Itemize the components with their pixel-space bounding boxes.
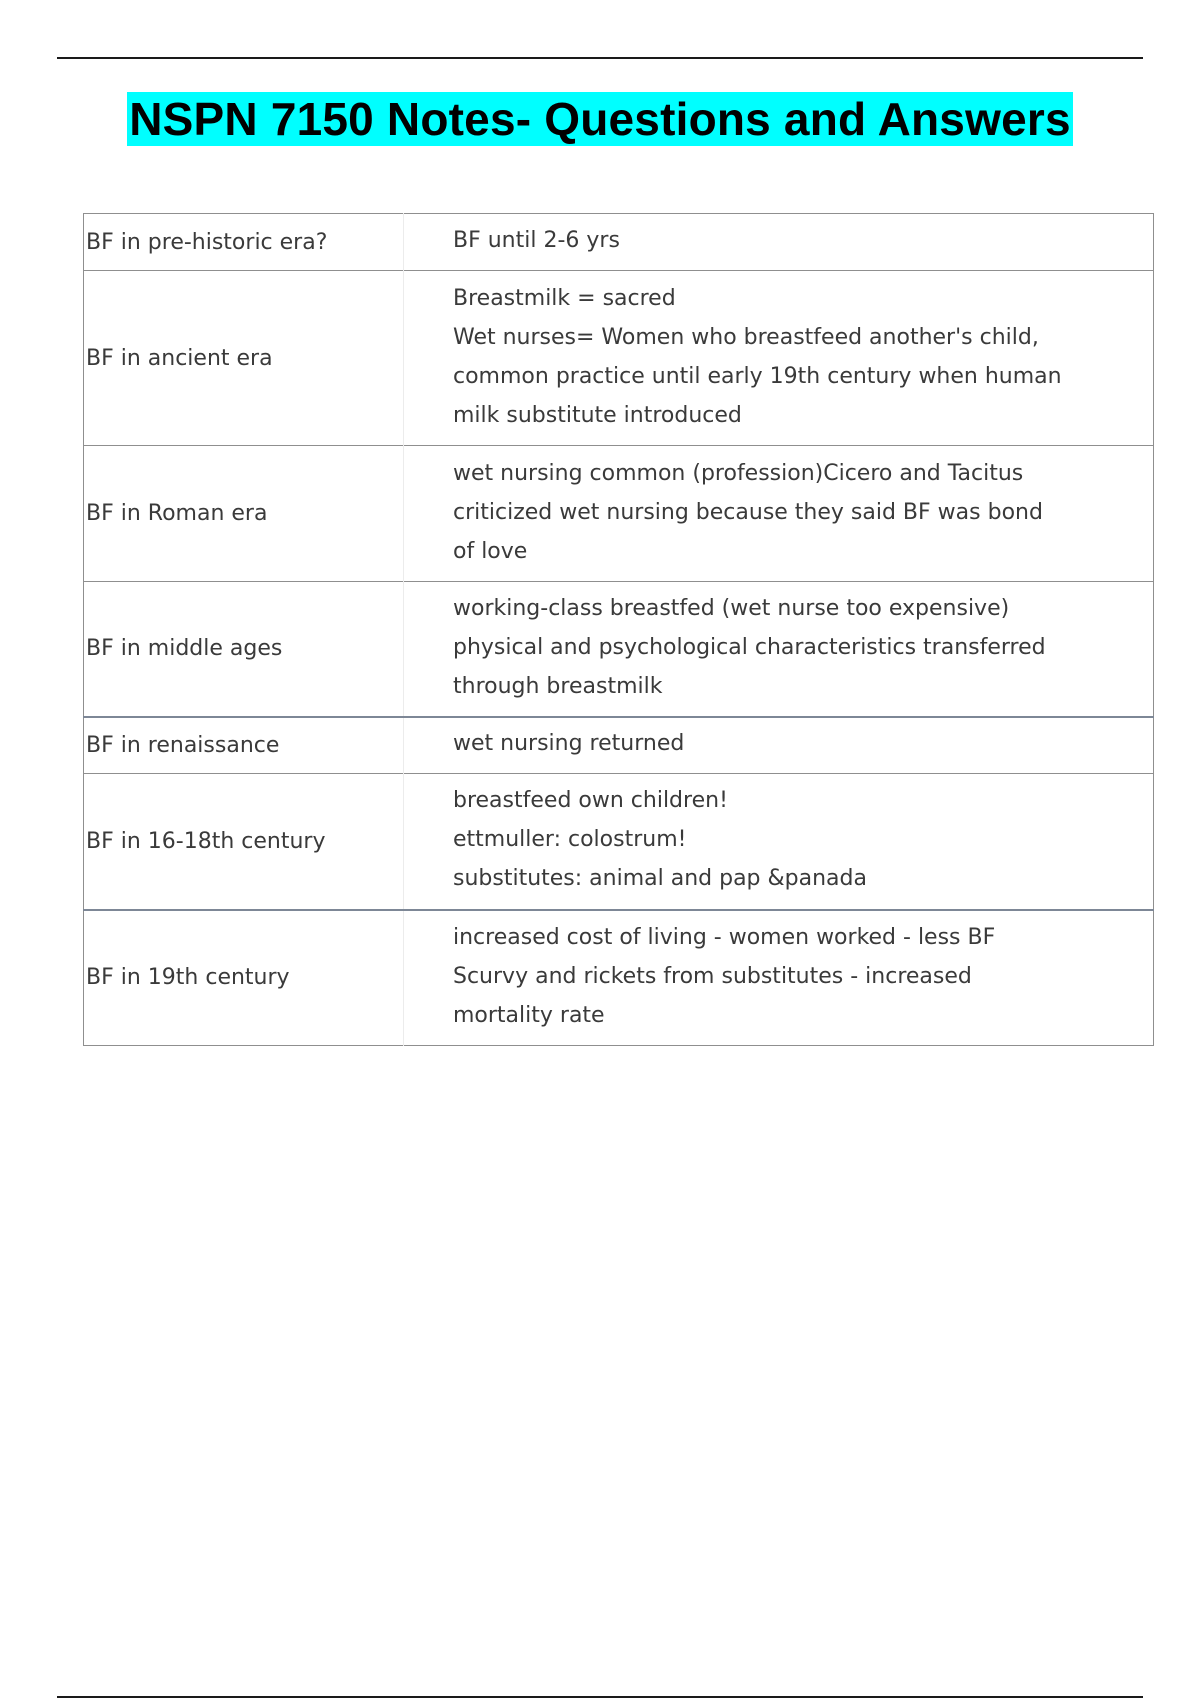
table-row bbox=[84, 910, 1154, 1046]
answer-cell bbox=[404, 717, 1154, 774]
question-cell bbox=[84, 582, 404, 717]
document-title: NSPN 7150 Notes- Questions and Answers bbox=[129, 93, 1071, 145]
top-rule bbox=[57, 57, 1143, 59]
table-row bbox=[84, 271, 1154, 446]
answer-cell bbox=[404, 582, 1154, 717]
question-text: BF in middle ages bbox=[86, 636, 283, 662]
question-text: BF in ancient era bbox=[86, 345, 273, 371]
table-row bbox=[84, 582, 1154, 717]
question-cell bbox=[84, 446, 404, 582]
bottom-rule bbox=[57, 1696, 1143, 1698]
table-row bbox=[84, 717, 1154, 774]
answer-cell bbox=[404, 774, 1154, 910]
answer-cell bbox=[404, 214, 1154, 271]
answer-line: milk substitute introduced bbox=[453, 402, 742, 428]
table-row bbox=[84, 214, 1154, 271]
question-text: BF in pre-historic era? bbox=[86, 229, 328, 255]
answer-cell bbox=[404, 446, 1154, 582]
table-row bbox=[84, 774, 1154, 910]
answer-line: ettmuller: colostrum! bbox=[453, 827, 687, 853]
question-cell bbox=[84, 271, 404, 446]
qa-table bbox=[83, 213, 1154, 1046]
question-text: BF in 19th century bbox=[86, 965, 290, 991]
question-cell bbox=[84, 774, 404, 910]
answer-line: through breastmilk bbox=[453, 673, 663, 699]
question-cell bbox=[84, 910, 404, 1046]
answer-line: Breastmilk = sacred bbox=[453, 285, 676, 311]
title-block bbox=[0, 92, 1200, 146]
question-text: BF in Roman era bbox=[86, 501, 268, 526]
answer-cell bbox=[404, 910, 1154, 1046]
answer-line: wet nursing common (profession)Cicero and Tacitus bbox=[453, 460, 1024, 486]
answer-line: physical and psychological characteristics transferred bbox=[453, 634, 1046, 660]
answer-line: wet nursing returned bbox=[453, 731, 685, 757]
answer-line: breastfeed own children! bbox=[453, 788, 728, 814]
answer-line: mortality rate bbox=[453, 1002, 605, 1028]
answer-line: BF until 2-6 yrs bbox=[453, 228, 620, 253]
answer-line: increased cost of living - women worked - less BF bbox=[453, 924, 996, 950]
answer-line: common practice until early 19th century when human bbox=[453, 363, 1062, 389]
answer-line: of love bbox=[453, 538, 528, 564]
answer-cell bbox=[404, 271, 1154, 446]
question-cell bbox=[84, 214, 404, 271]
answer-line: Scurvy and rickets from substitutes - increased bbox=[453, 963, 972, 989]
question-text: BF in renaissance bbox=[86, 732, 280, 758]
answer-line: substitutes: animal and pap &panada bbox=[453, 866, 867, 892]
question-text: BF in 16-18th century bbox=[86, 828, 326, 854]
answer-line: Wet nurses= Women who breastfeed another's child, bbox=[453, 324, 1039, 350]
table-row bbox=[84, 446, 1154, 582]
answer-line: criticized wet nursing because they said BF was bond bbox=[453, 499, 1043, 525]
answer-line: working-class breastfed (wet nurse too expensive) bbox=[453, 595, 1010, 621]
question-cell bbox=[84, 717, 404, 774]
